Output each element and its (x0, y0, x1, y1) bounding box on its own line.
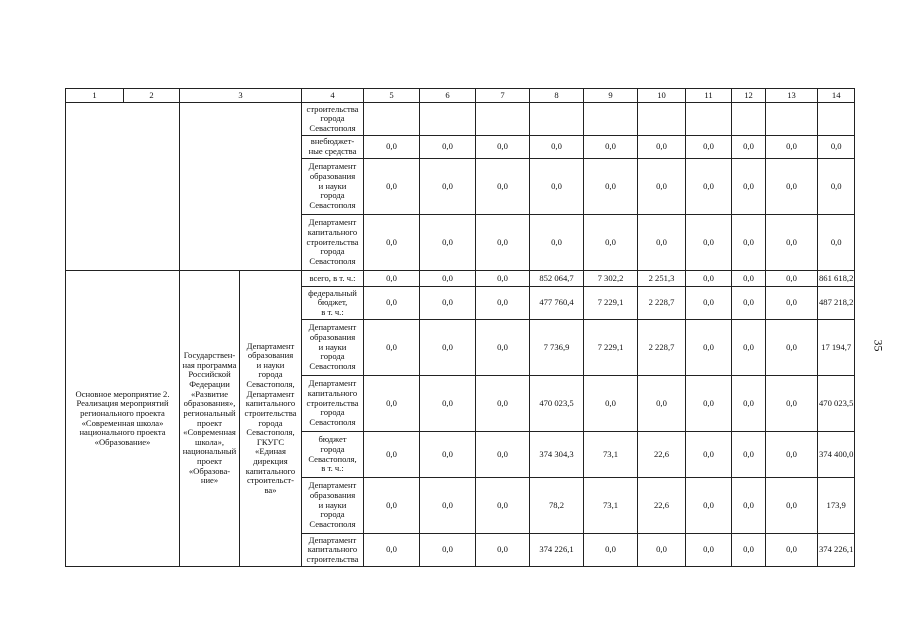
value-cell: 0,0 (420, 320, 476, 376)
value-cell: 2 228,7 (638, 287, 686, 320)
value-cell: 0,0 (530, 215, 584, 271)
value-cell: 0,0 (420, 432, 476, 478)
value-cell: 0,0 (364, 320, 420, 376)
value-cell: 0,0 (818, 215, 855, 271)
value-cell: 374 226,1 (530, 534, 584, 567)
value-cell: 0,0 (476, 287, 530, 320)
funding-source-cell: Департамент образования и науки города Севастополя (302, 478, 364, 534)
header-cell: 3 (180, 89, 302, 103)
value-cell: 0,0 (732, 215, 766, 271)
funding-source-cell: бюджет города Севастополя, в т. ч.: (302, 432, 364, 478)
value-cell: 470 023,5 (818, 376, 855, 432)
value-cell: 0,0 (364, 215, 420, 271)
funding-source-cell: Департамент образования и науки города Севастополя (302, 320, 364, 376)
program-cell: Государствен- ная программа Российской Федерации «Развитие образования», региональный проект «Современная школа», национальный проект «Образова- ние» (180, 271, 240, 567)
value-cell: 0,0 (476, 478, 530, 534)
value-cell: 0,0 (476, 136, 530, 159)
value-cell: 0,0 (638, 376, 686, 432)
table-row (66, 103, 855, 136)
value-cell: 0,0 (732, 287, 766, 320)
value-cell: 0,0 (732, 478, 766, 534)
value-cell: 0,0 (638, 159, 686, 215)
value-cell (364, 103, 420, 136)
value-cell: 0,0 (766, 287, 818, 320)
value-cell: 0,0 (420, 215, 476, 271)
header-cell: 12 (732, 89, 766, 103)
value-cell: 0,0 (686, 287, 732, 320)
value-cell (420, 103, 476, 136)
value-cell: 0,0 (476, 159, 530, 215)
value-cell: 0,0 (364, 159, 420, 215)
value-cell: 374 304,3 (530, 432, 584, 478)
value-cell: 2 228,7 (638, 320, 686, 376)
header-cell: 13 (766, 89, 818, 103)
header-cell: 10 (638, 89, 686, 103)
funding-source-cell: федеральный бюджет, в т. ч.: (302, 287, 364, 320)
value-cell: 0,0 (638, 136, 686, 159)
funding-source-cell: всего, в т. ч.: (302, 271, 364, 287)
value-cell: 0,0 (420, 136, 476, 159)
value-cell: 0,0 (584, 136, 638, 159)
empty-activity-cell (66, 103, 180, 271)
value-cell: 0,0 (818, 136, 855, 159)
value-cell: 7 302,2 (584, 271, 638, 287)
value-cell (476, 103, 530, 136)
value-cell: 0,0 (766, 159, 818, 215)
header-cell: 9 (584, 89, 638, 103)
value-cell: 0,0 (638, 215, 686, 271)
header-cell: 7 (476, 89, 530, 103)
value-cell: 0,0 (732, 534, 766, 567)
value-cell: 0,0 (530, 136, 584, 159)
header-cell: 8 (530, 89, 584, 103)
header-cell: 2 (124, 89, 180, 103)
budget-table (65, 88, 855, 567)
value-cell: 2 251,3 (638, 271, 686, 287)
value-cell (818, 103, 855, 136)
value-cell: 0,0 (766, 136, 818, 159)
value-cell: 0,0 (476, 376, 530, 432)
value-cell: 374 226,1 (818, 534, 855, 567)
empty-program-cell (180, 103, 302, 271)
value-cell: 0,0 (732, 376, 766, 432)
funding-source-cell: Департамент образования и науки города Севастополя (302, 159, 364, 215)
value-cell: 0,0 (686, 376, 732, 432)
activity-cell: Основное мероприятие 2. Реализация мероприятий регионального проекта «Современная школа» национального проекта «Образование» (66, 271, 180, 567)
value-cell: 17 194,7 (818, 320, 855, 376)
header-cell: 4 (302, 89, 364, 103)
page-number: 35 (871, 339, 886, 352)
value-cell: 0,0 (732, 432, 766, 478)
value-cell (732, 103, 766, 136)
value-cell: 0,0 (766, 534, 818, 567)
value-cell: 0,0 (364, 271, 420, 287)
value-cell: 374 400,0 (818, 432, 855, 478)
value-cell: 0,0 (766, 320, 818, 376)
value-cell: 0,0 (686, 534, 732, 567)
value-cell: 73,1 (584, 478, 638, 534)
funding-source-cell: внебюджет- ные средства (302, 136, 364, 159)
value-cell: 0,0 (364, 376, 420, 432)
value-cell: 22,6 (638, 432, 686, 478)
value-cell (584, 103, 638, 136)
value-cell: 0,0 (766, 376, 818, 432)
value-cell: 0,0 (766, 271, 818, 287)
value-cell: 477 760,4 (530, 287, 584, 320)
value-cell: 0,0 (766, 215, 818, 271)
header-cell: 6 (420, 89, 476, 103)
value-cell: 173,9 (818, 478, 855, 534)
value-cell: 470 023,5 (530, 376, 584, 432)
value-cell: 0,0 (766, 478, 818, 534)
value-cell: 861 618,2 (818, 271, 855, 287)
value-cell: 0,0 (364, 534, 420, 567)
value-cell (638, 103, 686, 136)
funding-source-cell: Департамент капитального строительства (302, 534, 364, 567)
value-cell: 0,0 (364, 287, 420, 320)
value-cell (686, 103, 732, 136)
value-cell: 0,0 (732, 159, 766, 215)
value-cell: 0,0 (686, 136, 732, 159)
value-cell (530, 103, 584, 136)
value-cell: 0,0 (638, 534, 686, 567)
value-cell: 0,0 (732, 271, 766, 287)
header-cell: 1 (66, 89, 124, 103)
header-row (66, 89, 855, 103)
header-cell: 11 (686, 89, 732, 103)
value-cell: 0,0 (420, 159, 476, 215)
value-cell: 0,0 (686, 215, 732, 271)
value-cell: 0,0 (476, 432, 530, 478)
value-cell: 0,0 (584, 376, 638, 432)
value-cell: 0,0 (476, 215, 530, 271)
value-cell: 0,0 (364, 432, 420, 478)
value-cell: 0,0 (420, 478, 476, 534)
value-cell: 0,0 (420, 271, 476, 287)
executor-cell: Департамент образования и науки города Севастополя, Департамент капитального строительства города Севастополя, ГКУГС «Единая дирекция капитального строительст- ва» (240, 271, 302, 567)
value-cell (766, 103, 818, 136)
value-cell: 0,0 (584, 215, 638, 271)
value-cell: 0,0 (818, 159, 855, 215)
value-cell: 0,0 (584, 159, 638, 215)
value-cell: 0,0 (420, 287, 476, 320)
value-cell: 0,0 (476, 320, 530, 376)
value-cell: 852 064,7 (530, 271, 584, 287)
value-cell: 0,0 (530, 159, 584, 215)
value-cell: 0,0 (766, 432, 818, 478)
value-cell: 487 218,2 (818, 287, 855, 320)
value-cell: 0,0 (364, 136, 420, 159)
funding-source-cell: строительства города Севастополя (302, 103, 364, 136)
header-cell: 14 (818, 89, 855, 103)
value-cell: 7 736,9 (530, 320, 584, 376)
value-cell: 0,0 (476, 271, 530, 287)
funding-source-cell: Департамент капитального строительства города Севастополя (302, 376, 364, 432)
value-cell: 0,0 (476, 534, 530, 567)
table-row (66, 271, 855, 287)
value-cell: 0,0 (420, 534, 476, 567)
funding-source-cell: Департамент капитального строительства города Севастополя (302, 215, 364, 271)
header-cell: 5 (364, 89, 420, 103)
value-cell: 7 229,1 (584, 287, 638, 320)
value-cell: 0,0 (686, 271, 732, 287)
value-cell: 0,0 (686, 478, 732, 534)
value-cell: 0,0 (686, 159, 732, 215)
value-cell: 0,0 (686, 432, 732, 478)
value-cell: 7 229,1 (584, 320, 638, 376)
value-cell: 0,0 (364, 478, 420, 534)
value-cell: 78,2 (530, 478, 584, 534)
value-cell: 73,1 (584, 432, 638, 478)
value-cell: 0,0 (420, 376, 476, 432)
value-cell: 0,0 (732, 136, 766, 159)
value-cell: 22,6 (638, 478, 686, 534)
value-cell: 0,0 (686, 320, 732, 376)
value-cell: 0,0 (732, 320, 766, 376)
value-cell: 0,0 (584, 534, 638, 567)
